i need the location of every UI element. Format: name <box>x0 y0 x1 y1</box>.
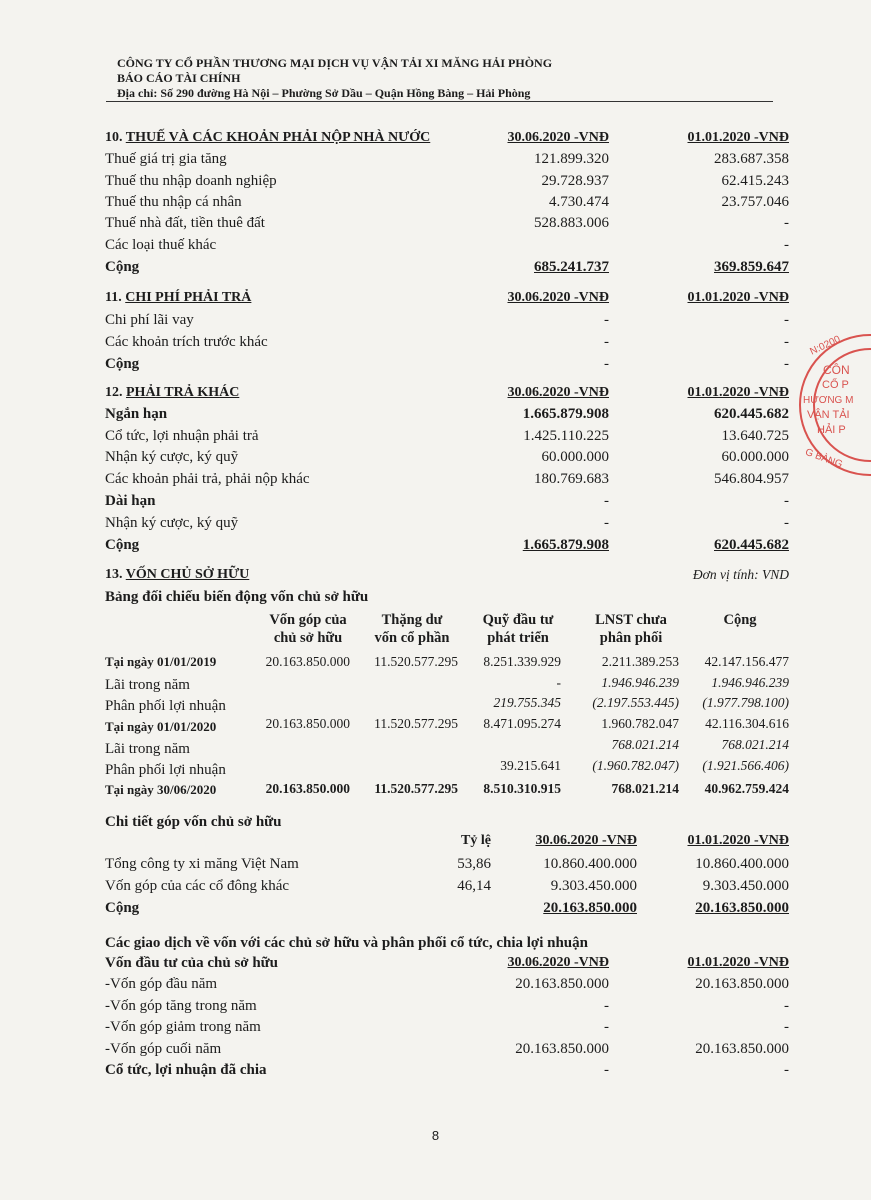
value-cell: - <box>784 215 789 231</box>
table-row <box>0 1062 871 1082</box>
table-row <box>0 312 871 332</box>
equity-cell: (2.197.553.445) <box>592 695 679 710</box>
header-line: Vốn góp của <box>269 612 347 628</box>
value-cell: - <box>604 493 609 509</box>
value-cell: - <box>604 334 609 350</box>
table-row <box>0 449 871 469</box>
seal-text: N:0200 <box>808 333 843 358</box>
equity-row-label: Lãi trong năm <box>105 677 190 693</box>
row-label: Nhận ký cược, ký quỹ <box>105 515 239 531</box>
company-address: Địa chỉ: Số 290 đường Hà Nội – Phường Sở Dầu – Quận Hồng Bàng – Hải Phòng <box>117 86 531 100</box>
equity-cell: 8.471.095.274 <box>483 716 561 731</box>
row-label: Dài hạn <box>105 493 156 509</box>
header-line: phát triển <box>487 630 549 646</box>
table-row <box>0 334 871 354</box>
table-row <box>0 428 871 448</box>
total-label: Cộng <box>105 900 140 916</box>
value-cell: 283.687.358 <box>714 151 789 167</box>
col-header-2020: 30.06.2020 -VNĐ <box>507 130 609 145</box>
value-cell: 20.163.850.000 <box>695 976 789 992</box>
section-12-header <box>0 385 871 405</box>
equity-cell: 39.215.641 <box>500 758 561 773</box>
detail-title: Chi tiết góp vốn chủ sở hữu <box>105 814 282 830</box>
equity-cell: 1.946.946.239 <box>601 675 679 690</box>
equity-header-surplus <box>360 611 464 647</box>
equity-cell: 768.021.214 <box>611 781 679 796</box>
report-title: BÁO CÁO TÀI CHÍNH <box>117 71 241 85</box>
total-label: Cộng <box>105 356 140 372</box>
equity-row-label: Lãi trong năm <box>105 741 190 757</box>
seal-text: VẬN TẢI <box>807 409 850 421</box>
equity-cell: 8.510.310.915 <box>483 781 561 796</box>
value-cell: - <box>784 334 789 350</box>
header-line: chủ sở hữu <box>273 630 343 646</box>
section-13-title: VỐN CHỦ SỞ HỮU <box>125 567 250 582</box>
table-row <box>0 173 871 193</box>
value-cell: 10.860.400.000 <box>695 856 789 872</box>
equity-cell: 219.755.345 <box>493 695 561 710</box>
row-label: -Vốn góp giảm trong năm <box>105 1019 261 1035</box>
section-13-number: 13. <box>105 567 123 582</box>
value-cell: 29.728.937 <box>541 173 609 189</box>
value-cell: - <box>784 237 789 253</box>
equity-row <box>0 737 871 755</box>
equity-row <box>0 758 871 776</box>
ratio-cell: 53,86 <box>457 856 491 872</box>
equity-row <box>0 675 871 693</box>
table-row <box>0 194 871 214</box>
equity-row <box>0 654 871 672</box>
header-line: Quỹ đầu tư <box>482 612 554 628</box>
value-cell: 60.000.000 <box>541 449 609 465</box>
header-line: vốn cổ phần <box>374 630 450 646</box>
value-cell: 20.163.850.000 <box>695 1041 789 1057</box>
row-label: Các loại thuế khác <box>105 237 217 253</box>
equity-cell: 768.021.214 <box>721 737 789 752</box>
row-label: Thuế thu nhập cá nhân <box>105 194 242 210</box>
total-row <box>0 259 871 279</box>
value-cell: - <box>604 998 609 1014</box>
col-header-2019: 01.01.2020 -VNĐ <box>687 130 789 145</box>
header-line: phân phối <box>599 630 663 646</box>
equity-cell: 2.211.389.253 <box>601 654 679 669</box>
equity-cell: 40.962.759.424 <box>704 781 789 796</box>
equity-total-row <box>0 781 871 799</box>
equity-cell: 11.520.577.295 <box>374 781 458 796</box>
value-cell: - <box>784 515 789 531</box>
table-row <box>0 1019 871 1039</box>
ratio-header: Tỷ lệ <box>461 833 491 848</box>
section-12-title: PHẢI TRẢ KHÁC <box>126 385 240 400</box>
total-value: 685.241.737 <box>534 259 609 275</box>
header-divider <box>106 101 773 102</box>
transactions-title: Các giao dịch về vốn với các chủ sở hữu và phân phối cổ tức, chia lợi nhuận <box>105 935 588 951</box>
col-header-2020: 30.06.2020 -VNĐ <box>507 955 609 970</box>
seal-text: HƯƠNG M <box>803 395 854 406</box>
value-cell: - <box>784 1062 789 1078</box>
value-cell: - <box>784 1019 789 1035</box>
equity-row <box>0 716 871 734</box>
row-label: -Vốn góp đầu năm <box>105 976 218 992</box>
value-cell: 60.000.000 <box>721 449 789 465</box>
table-row <box>0 1041 871 1061</box>
total-row <box>0 356 871 376</box>
header-line: LNST chưa <box>595 612 667 628</box>
group-row <box>0 406 871 426</box>
total-value: - <box>784 356 789 372</box>
detail-header-row <box>0 833 871 853</box>
equity-row-label: Tại ngày 01/01/2020 <box>105 719 217 734</box>
table-row <box>0 976 871 996</box>
row-label: Cổ tức, lợi nhuận đã chia <box>105 1062 267 1078</box>
row-label: -Vốn góp tăng trong năm <box>105 998 257 1014</box>
col-header-2020: 30.06.2020 -VNĐ <box>507 385 609 400</box>
seal-text: HẢI P <box>817 424 846 436</box>
value-cell: 62.415.243 <box>721 173 789 189</box>
company-name: CÔNG TY CỔ PHẦN THƯƠNG MẠI DỊCH VỤ VẬN TẢI XI MĂNG HẢI PHÒNG <box>117 56 553 70</box>
total-value: - <box>604 356 609 372</box>
company-seal-stamp <box>795 330 871 480</box>
total-label: Cộng <box>105 259 140 275</box>
value-cell: 20.163.850.000 <box>515 1041 609 1057</box>
equity-header-capital <box>252 611 364 647</box>
total-value: 620.445.682 <box>714 537 789 553</box>
section-10-number: 10. <box>105 130 123 145</box>
equity-row-label: Tại ngày 30/06/2020 <box>105 782 217 797</box>
row-label: Thuế nhà đất, tiền thuê đất <box>105 215 265 231</box>
value-cell: 620.445.682 <box>714 406 789 422</box>
value-cell: - <box>784 493 789 509</box>
col-header-2019: 01.01.2020 -VNĐ <box>687 955 789 970</box>
equity-cell: (1.977.798.100) <box>702 695 789 710</box>
equity-cell: 20.163.850.000 <box>265 654 350 669</box>
equity-cell: 768.021.214 <box>611 737 679 752</box>
value-cell: - <box>604 1062 609 1078</box>
section-10-header <box>0 130 871 150</box>
detail-title-row <box>0 814 871 834</box>
total-value: 1.665.879.908 <box>522 537 609 553</box>
value-cell: 1.425.110.225 <box>523 428 609 444</box>
total-row <box>0 900 871 920</box>
col-header-2019: 01.01.2020 -VNĐ <box>687 833 789 848</box>
equity-cell: 42.116.304.616 <box>705 716 789 731</box>
equity-cell: 8.251.339.929 <box>483 654 561 669</box>
value-cell: - <box>784 998 789 1014</box>
equity-cell: - <box>556 675 561 690</box>
table-row <box>0 856 871 876</box>
row-label: -Vốn góp cuối năm <box>105 1041 222 1057</box>
equity-header-retained <box>578 611 684 647</box>
value-cell: 23.757.046 <box>721 194 789 210</box>
page-number: 8 <box>431 1128 440 1143</box>
value-cell: 4.730.474 <box>549 194 609 210</box>
total-row <box>0 537 871 557</box>
col-header-2020: 30.06.2020 -VNĐ <box>535 833 637 848</box>
equity-cell: 1.946.946.239 <box>711 675 789 690</box>
value-cell: 9.303.450.000 <box>702 878 789 894</box>
seal-text: G BÀNG <box>803 446 844 471</box>
equity-subtitle: Bảng đối chiếu biến động vốn chủ sở hữu <box>105 589 369 605</box>
value-cell: - <box>604 515 609 531</box>
seal-text: CÔN <box>823 363 850 377</box>
row-label: Các khoản phải trả, phải nộp khác <box>105 471 310 487</box>
equity-row <box>0 695 871 713</box>
equity-cell: (1.921.566.406) <box>702 758 789 773</box>
value-cell: - <box>604 312 609 328</box>
total-value: 20.163.850.000 <box>543 900 637 916</box>
equity-cell: 20.163.850.000 <box>265 781 350 796</box>
value-cell: 1.665.879.908 <box>522 406 609 422</box>
value-cell: 121.899.320 <box>534 151 609 167</box>
equity-header-fund <box>468 611 568 647</box>
section-11-header <box>0 290 871 310</box>
col-header-2019: 01.01.2020 -VNĐ <box>687 290 789 305</box>
row-label: Chi phí lãi vay <box>105 312 194 328</box>
row-label: Ngắn hạn <box>105 406 168 422</box>
section-10-title: THUẾ VÀ CÁC KHOẢN PHẢI NỘP NHÀ NƯỚC <box>125 130 431 145</box>
row-label: Nhận ký cược, ký quỹ <box>105 449 239 465</box>
table-row <box>0 215 871 235</box>
transactions-subtitle: Vốn đầu tư của chủ sở hữu <box>105 955 279 971</box>
equity-cell: 42.147.156.477 <box>704 654 789 669</box>
equity-cell: 11.520.577.295 <box>374 716 458 731</box>
value-cell: 20.163.850.000 <box>515 976 609 992</box>
unit-note: Đơn vị tính: VND <box>692 567 789 582</box>
value-cell: 10.860.400.000 <box>543 856 637 872</box>
total-label: Cộng <box>105 537 140 553</box>
col-header-2020: 30.06.2020 -VNĐ <box>507 290 609 305</box>
ratio-cell: 46,14 <box>457 878 491 894</box>
equity-cell: 1.960.782.047 <box>601 716 679 731</box>
row-label: Tổng công ty xi măng Việt Nam <box>105 856 299 872</box>
section-12-number: 12. <box>105 385 123 400</box>
equity-row-label: Phân phối lợi nhuận <box>105 698 226 714</box>
header-line: Cộng <box>723 612 757 628</box>
seal-text: CỔ P <box>822 379 849 391</box>
value-cell: 546.804.957 <box>714 471 789 487</box>
table-row <box>0 515 871 535</box>
table-row <box>0 237 871 257</box>
value-cell: 180.769.683 <box>534 471 609 487</box>
equity-subtitle-row <box>0 589 871 609</box>
table-row <box>0 471 871 491</box>
transactions-header-row <box>0 955 871 975</box>
row-label: Các khoản trích trước khác <box>105 334 268 350</box>
section-13-header <box>0 567 871 587</box>
equity-row-label: Phân phối lợi nhuận <box>105 762 226 778</box>
row-label: Thuế giá trị gia tăng <box>105 151 227 167</box>
equity-cell: (1.960.782.047) <box>592 758 679 773</box>
row-label: Thuế thu nhập doanh nghiệp <box>105 173 277 189</box>
equity-header-total <box>694 611 786 629</box>
value-cell: - <box>604 1019 609 1035</box>
group-row <box>0 493 871 513</box>
section-11-title: CHI PHÍ PHẢI TRẢ <box>125 290 252 305</box>
table-row <box>0 151 871 171</box>
transactions-title-row <box>0 935 871 955</box>
value-cell: 13.640.725 <box>721 428 789 444</box>
section-11-number: 11. <box>105 290 122 305</box>
total-value: 20.163.850.000 <box>695 900 789 916</box>
header-line: Thặng dư <box>381 612 443 628</box>
row-label: Vốn góp của các cổ đông khác <box>105 878 290 894</box>
value-cell: 528.883.006 <box>534 215 609 231</box>
value-cell: - <box>784 312 789 328</box>
row-label: Cổ tức, lợi nhuận phải trả <box>105 428 259 444</box>
table-row <box>0 878 871 898</box>
equity-cell: 11.520.577.295 <box>374 654 458 669</box>
table-row <box>0 998 871 1018</box>
equity-cell: 20.163.850.000 <box>265 716 350 731</box>
value-cell: 9.303.450.000 <box>550 878 637 894</box>
total-value: 369.859.647 <box>714 259 789 275</box>
col-header-2019: 01.01.2020 -VNĐ <box>687 385 789 400</box>
equity-row-label: Tại ngày 01/01/2019 <box>105 654 217 669</box>
